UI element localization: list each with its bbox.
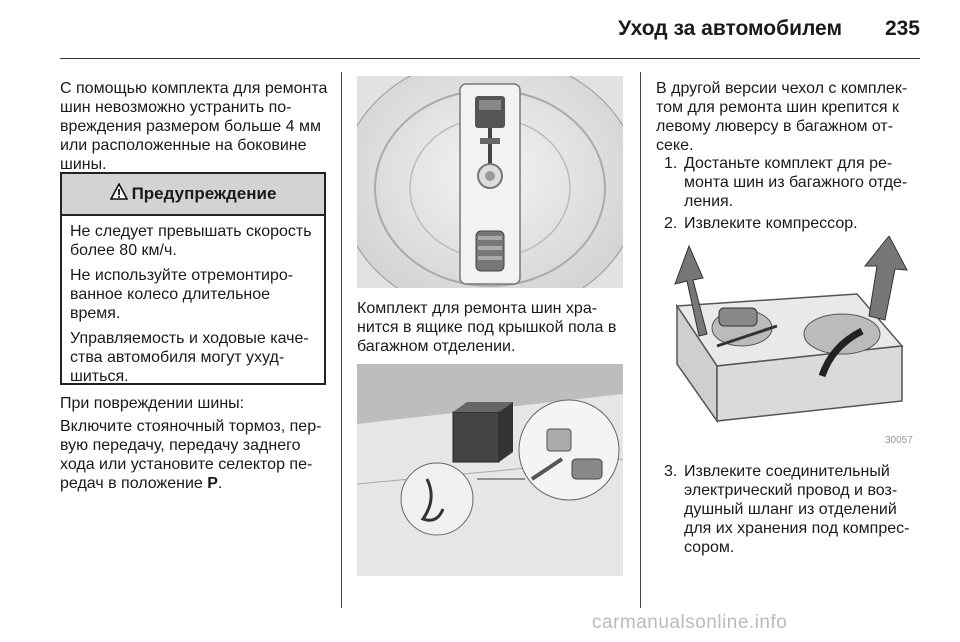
warning-text-1: Не следует превышать скорость более 80 км/ч. (70, 223, 312, 259)
warning-box (60, 172, 326, 385)
intro-paragraph: С помощью комплекта для ремонта шин невозможно устранить по-вреждения размером больше 4 мм или расположенные на боковине шины. (60, 80, 328, 173)
damage-paragraph (60, 417, 330, 493)
damage-text: Включите стояночный тормоз, пер-вую передачу, передачу заднего хода или установите селектор пе-редач в положение (60, 418, 322, 492)
step-3 (664, 462, 928, 562)
section-title: Уход за автомобилем (618, 17, 842, 40)
step-2 (664, 214, 928, 234)
column-divider-2 (640, 72, 641, 608)
warning-header (62, 174, 324, 216)
watermark: carmanualsonline.info (592, 612, 788, 633)
figure-caption: Комплект для ремонта шин хра-нится в ящике под крышкой пола в багажном отделении. (357, 300, 617, 355)
trunk-kit-box-figure (357, 364, 623, 576)
warning-text-3: Управляемость и ходовые каче-ства автомобиля могут ухуд-шиться. (70, 330, 309, 385)
step-2-text: Извлеките компрессор. (684, 215, 858, 232)
figure-code: 30057 (885, 435, 913, 446)
step-3-text: Извлеките соединительный электрический провод и воз-душный шланг из отделений для их хранения под компрес-сором. (684, 463, 910, 556)
step-1-text: Достаньте комплект для ре-монта шин из багажного отде-ления. (684, 155, 908, 210)
column-divider-1 (341, 72, 342, 608)
warning-body (62, 216, 324, 398)
step-2-number: 2. (664, 215, 678, 232)
warning-icon (110, 183, 128, 205)
header-rule (60, 58, 920, 59)
damage-heading: При повреждении шины: (60, 395, 245, 412)
warning-text-2: Не используйте отремонтиро-ванное колесо длительное время. (70, 267, 294, 322)
page-number: 235 (884, 17, 920, 40)
repair-kit-floor-figure (357, 76, 623, 288)
alt-version-paragraph: В другой версии чехол с комплек-том для ремонта шин крепится к левому люверсу в багажном от-секе. (656, 80, 908, 154)
step-1-number: 1. (664, 155, 678, 172)
warning-title: Предупреждение (131, 184, 277, 203)
gear-position-p: P (207, 475, 218, 492)
damage-end: . (217, 475, 223, 492)
step-1 (664, 154, 928, 214)
compressor-box-figure (657, 236, 919, 448)
step-3-number: 3. (664, 463, 678, 480)
